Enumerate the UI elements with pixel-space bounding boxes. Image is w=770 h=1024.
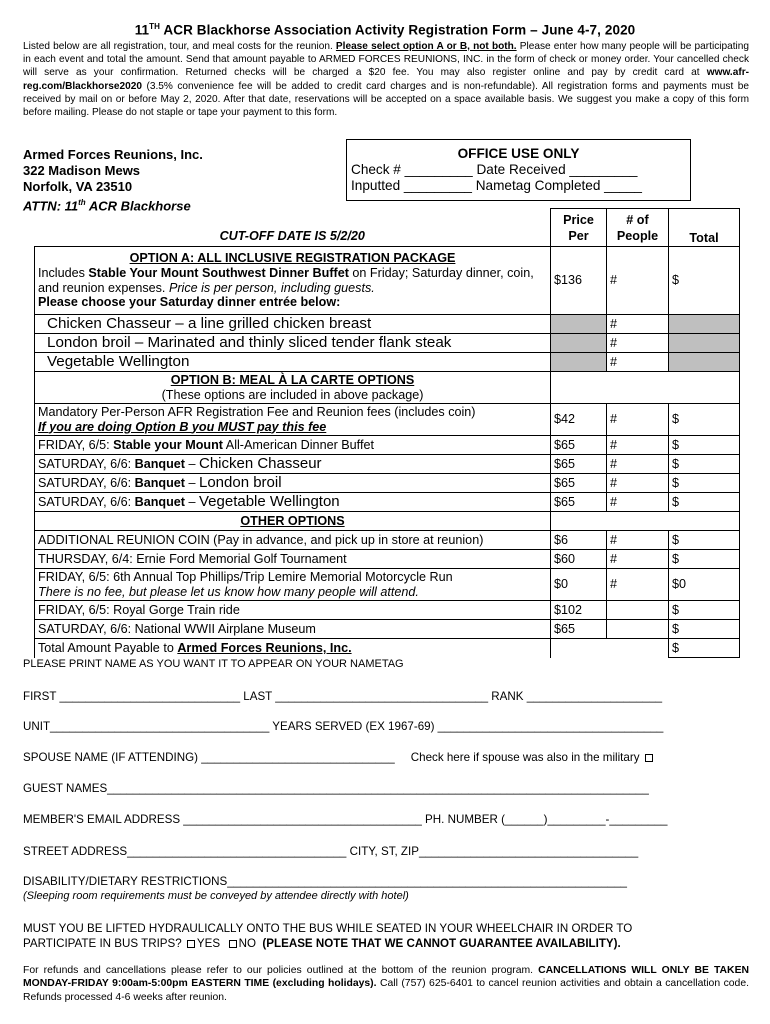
refund-text-2: Call (757) 625-6401 to cancel reunion activities and obtain a cancellation code. Refunds processed 4-6 weeks after reunion. xyxy=(23,978,749,1003)
option-b-heading-row xyxy=(35,372,740,404)
item-day: SATURDAY, 6/6: xyxy=(38,494,135,509)
coin-total[interactable]: $ xyxy=(669,531,740,550)
item-entree: Vegetable Wellington xyxy=(198,492,340,510)
option-a-heading: OPTION A: ALL INCLUSIVE REGISTRATION PACKAGE xyxy=(129,251,456,266)
price-header-2: Per xyxy=(568,228,589,243)
golf-row xyxy=(35,550,740,569)
item-price: $65 xyxy=(551,436,607,455)
price-header xyxy=(551,209,607,247)
cutoff-date: CUT-OFF DATE IS 5/2/20 xyxy=(219,229,365,244)
people-header-1: # of xyxy=(626,212,649,227)
total-row xyxy=(35,639,740,658)
motorcycle-total[interactable]: $0 xyxy=(669,569,740,601)
item-people[interactable]: # xyxy=(607,455,669,474)
motorcycle-people[interactable]: # xyxy=(607,569,669,601)
unit-fields[interactable]: UNIT__________________________________ YEARS SERVED (EX 1967-69) ___________________________________ xyxy=(23,720,664,733)
item-total[interactable]: $ xyxy=(669,493,740,512)
wheelchair-question-pre: PARTICIPATE IN BUS TRIPS? xyxy=(23,937,185,950)
office-use-heading: OFFICE USE ONLY xyxy=(457,146,580,161)
motorcycle-label: FRIDAY, 6/5: 6th Annual Top Phillips/Trip Lemire Memorial Motorcycle Run xyxy=(38,569,453,584)
option-b-item-label xyxy=(35,436,551,455)
item-price: $65 xyxy=(551,455,607,474)
address-line-3: Norfolk, VA 23510 xyxy=(23,179,133,194)
option-b-fee-total[interactable]: $ xyxy=(669,404,740,436)
option-a-people[interactable]: # xyxy=(607,247,669,315)
availability-note: (PLEASE NOTE THAT WE CANNOT GUARANTEE AVAILABILITY). xyxy=(262,937,621,950)
item-post: – xyxy=(184,475,199,490)
item-total[interactable]: $ xyxy=(669,455,740,474)
total-label xyxy=(35,639,551,658)
entree-vegetable-people[interactable]: # xyxy=(607,353,669,372)
total-blank-1 xyxy=(551,639,607,658)
form-title xyxy=(0,22,770,39)
price-header-1: Price xyxy=(563,212,594,227)
item-total[interactable]: $ xyxy=(669,474,740,493)
name-fields[interactable]: FIRST ____________________________ LAST _________________________________ RANK _____________________ xyxy=(23,690,663,703)
spouse-line[interactable]: SPOUSE NAME (IF ATTENDING) ______________________________ Check here if spouse was also in the military xyxy=(23,751,640,764)
option-a-includes-bold: Stable Your Mount Southwest Dinner Buffet xyxy=(88,265,349,280)
option-a-choose: Please choose your Saturday dinner entrée below: xyxy=(38,295,341,310)
intro-select-option: Please select option A or B, not both. xyxy=(335,41,517,52)
motorcycle-row xyxy=(35,569,740,601)
item-people[interactable]: # xyxy=(607,436,669,455)
table-header-row xyxy=(35,209,740,247)
train-label: FRIDAY, 6/5: Royal Gorge Train ride xyxy=(35,601,551,620)
item-bold: Banquet xyxy=(134,475,185,490)
entree-price-blank xyxy=(551,315,607,334)
option-a-includes-pre: Includes xyxy=(38,265,89,280)
train-price: $102 xyxy=(551,601,607,620)
coin-label: ADDITIONAL REUNION COIN (Pay in advance, and pick up in store at reunion) xyxy=(35,531,551,550)
registration-link[interactable]: www.afr-reg.com/Blackhorse2020 xyxy=(23,67,749,92)
total-header: Total xyxy=(669,209,740,247)
option-b-heading-cell xyxy=(35,372,551,404)
item-price: $65 xyxy=(551,493,607,512)
golf-label: THURSDAY, 6/4: Ernie Ford Memorial Golf Tournament xyxy=(35,550,551,569)
yes-label: YES xyxy=(196,937,221,950)
option-b-item-label xyxy=(35,493,551,512)
print-name-instruction: PLEASE PRINT NAME AS YOU WANT IT TO APPEAR ON YOUR NAMETAG xyxy=(23,658,404,670)
intro-text-2: Please enter how many people will be participating in each event and total the amount. Send that amount payable to ARMED FORCES REUNIONS, INC. in the form of check or money order. Your cancelled check will serve as your confirmation. Returned checks will be charged a $20 fee. You may also register online and pay by credit card at xyxy=(23,41,749,79)
people-header xyxy=(607,209,669,247)
option-b-fee-row xyxy=(35,404,740,436)
item-day: FRIDAY, 6/5: xyxy=(38,437,114,452)
attn-post: ACR Blackhorse xyxy=(85,198,191,214)
option-a-includes-rest: on Friday; Saturday dinner, coin, and reunion expenses. xyxy=(38,265,534,295)
refund-text-1: For refunds and cancellations please refer to our policies outlined at the bottom of the reunion program. xyxy=(23,965,539,976)
item-day: SATURDAY, 6/6: xyxy=(38,456,135,471)
entree-row xyxy=(35,353,740,372)
train-row xyxy=(35,601,740,620)
item-bold: Banquet xyxy=(134,494,185,509)
cancellation-hours: CANCELLATIONS WILL ONLY BE TAKEN MONDAY-FRIDAY 9:00am-5:00pm EASTERN TIME (excluding holidays). xyxy=(23,965,749,990)
option-a-description xyxy=(35,247,551,315)
item-total[interactable]: $ xyxy=(669,436,740,455)
coin-price: $6 xyxy=(551,531,607,550)
option-b-item-row xyxy=(35,493,740,512)
other-heading-blank xyxy=(551,512,740,531)
title-sup: TH xyxy=(149,22,161,31)
option-b-fee-line: Mandatory Per-Person AFR Registration Fee and Reunion fees (includes coin) xyxy=(38,404,476,419)
refund-policy xyxy=(23,964,749,1004)
motorcycle-note: There is no fee, but please let us know how many people will attend. xyxy=(38,584,419,599)
no-checkbox[interactable] xyxy=(229,940,237,948)
fee-table xyxy=(34,208,740,658)
no-label: NO xyxy=(238,937,256,950)
wheelchair-question-2 xyxy=(23,937,621,951)
option-b-fee-people[interactable]: # xyxy=(607,404,669,436)
option-a-includes-italic: Price is per person, including guests. xyxy=(168,280,375,295)
motorcycle-description xyxy=(35,569,551,601)
option-b-item-row xyxy=(35,436,740,455)
option-b-item-label xyxy=(35,474,551,493)
museum-people[interactable] xyxy=(607,620,669,639)
option-a-total[interactable]: $ xyxy=(669,247,740,315)
title-number: 11 xyxy=(134,22,150,38)
coin-row xyxy=(35,531,740,550)
museum-row xyxy=(35,620,740,639)
dietary-field[interactable]: DISABILITY/DIETARY RESTRICTIONS______________________________________________________________ xyxy=(23,875,627,888)
entree-row xyxy=(35,315,740,334)
entree-london-broil-label: London broil – Marinated and thinly sliced tender flank steak xyxy=(35,334,551,353)
item-post: – xyxy=(184,494,199,509)
option-a-includes xyxy=(38,266,547,295)
address-line-1: Armed Forces Reunions, Inc. xyxy=(23,147,203,162)
train-total[interactable]: $ xyxy=(669,601,740,620)
entree-row xyxy=(35,334,740,353)
address-line-2: 322 Madison Mews xyxy=(23,163,141,178)
item-post: All-American Dinner Buffet xyxy=(222,437,374,452)
item-bold: Banquet xyxy=(134,456,185,471)
entree-price-blank xyxy=(551,353,607,372)
entree-price-blank xyxy=(551,334,607,353)
item-day: SATURDAY, 6/6: xyxy=(38,475,135,490)
option-b-fee-description xyxy=(35,404,551,436)
street-address-fields[interactable]: STREET ADDRESS__________________________________ CITY, ST, ZIP__________________________________ xyxy=(23,845,639,858)
golf-total[interactable]: $ xyxy=(669,550,740,569)
golf-people[interactable]: # xyxy=(607,550,669,569)
office-use-row-1: Check # _________ Date Received _________ xyxy=(351,162,638,177)
office-use-box xyxy=(346,139,691,201)
intro-paragraph xyxy=(23,40,749,119)
option-a-row xyxy=(35,247,740,315)
office-use-row-2: Inputted _________ Nametag Completed _____ xyxy=(351,178,642,193)
item-price: $65 xyxy=(551,474,607,493)
other-options-heading: OTHER OPTIONS xyxy=(35,512,551,531)
yes-checkbox[interactable] xyxy=(187,940,195,948)
option-b-item-label xyxy=(35,455,551,474)
entree-chicken-label: Chicken Chasseur – a line grilled chicken breast xyxy=(35,315,551,334)
option-a-price: $136 xyxy=(551,247,607,315)
other-options-heading-row xyxy=(35,512,740,531)
intro-text-3: (3.5% convenience fee will be added to credit card charges and is non-refundable). All registration forms and payments must be received by mail on or before May 2, 2020. After that date, reservations will be accepted on a space available basis. We suggest you make a copy of this form before mailing. Please do not staple or tape your payment to this form. xyxy=(23,80,749,119)
attn-pre: ATTN: 11 xyxy=(23,198,79,214)
entree-total-blank xyxy=(669,334,740,353)
total-blank-2 xyxy=(607,639,669,658)
guest-names-field[interactable]: GUEST NAMES____________________________________________________________________________________ xyxy=(23,782,649,795)
total-label-pre: Total Amount Payable to xyxy=(38,640,178,655)
attn-sup: th xyxy=(78,198,86,207)
spouse-fields xyxy=(23,751,655,765)
item-people[interactable]: # xyxy=(607,474,669,493)
option-b-heading: OPTION B: MEAL À LA CARTE OPTIONS xyxy=(170,372,415,387)
dietary-note: (Sleeping room requirements must be conveyed by attendee directly with hotel) xyxy=(23,890,409,902)
people-header-2: People xyxy=(616,228,659,243)
grand-total[interactable]: $ xyxy=(669,639,740,658)
item-post: – xyxy=(184,456,199,471)
email-phone-fields[interactable]: MEMBER'S EMAIL ADDRESS _____________________________________ PH. NUMBER (______)_________-_________ xyxy=(23,813,668,826)
item-entree: Chicken Chasseur xyxy=(198,454,322,472)
option-b-fee-note: If you are doing Option B you MUST pay this fee xyxy=(38,419,327,434)
museum-total[interactable]: $ xyxy=(669,620,740,639)
spouse-military-checkbox[interactable] xyxy=(645,754,653,762)
coin-people[interactable]: # xyxy=(607,531,669,550)
option-b-item-row xyxy=(35,455,740,474)
item-entree: London broil xyxy=(198,473,282,491)
entree-chicken-people[interactable]: # xyxy=(607,315,669,334)
entree-london-broil-people[interactable]: # xyxy=(607,334,669,353)
item-people[interactable]: # xyxy=(607,493,669,512)
intro-text-1: Listed below are all registration, tour, and meal costs for the reunion. xyxy=(23,41,336,52)
entree-vegetable-label: Vegetable Wellington xyxy=(35,353,551,372)
item-bold: Stable your Mount xyxy=(113,437,223,452)
option-b-note: (These options are included in above package) xyxy=(161,387,424,402)
option-b-item-row xyxy=(35,474,740,493)
museum-label: SATURDAY, 6/6: National WWII Airplane Museum xyxy=(35,620,551,639)
entree-total-blank xyxy=(669,353,740,372)
wheelchair-question-1: MUST YOU BE LIFTED HYDRAULICALLY ONTO THE BUS WHILE SEATED IN YOUR WHEELCHAIR IN ORDER TO xyxy=(23,922,633,935)
entree-total-blank xyxy=(669,315,740,334)
total-payee: Armed Forces Reunions, Inc. xyxy=(177,640,352,655)
motorcycle-price: $0 xyxy=(551,569,607,601)
title-text: ACR Blackhorse Association Activity Registration Form – June 4-7, 2020 xyxy=(160,22,636,38)
museum-price: $65 xyxy=(551,620,607,639)
option-b-heading-blank xyxy=(551,372,740,404)
train-people[interactable] xyxy=(607,601,669,620)
mailing-address xyxy=(23,147,203,214)
golf-price: $60 xyxy=(551,550,607,569)
option-b-fee-price: $42 xyxy=(551,404,607,436)
